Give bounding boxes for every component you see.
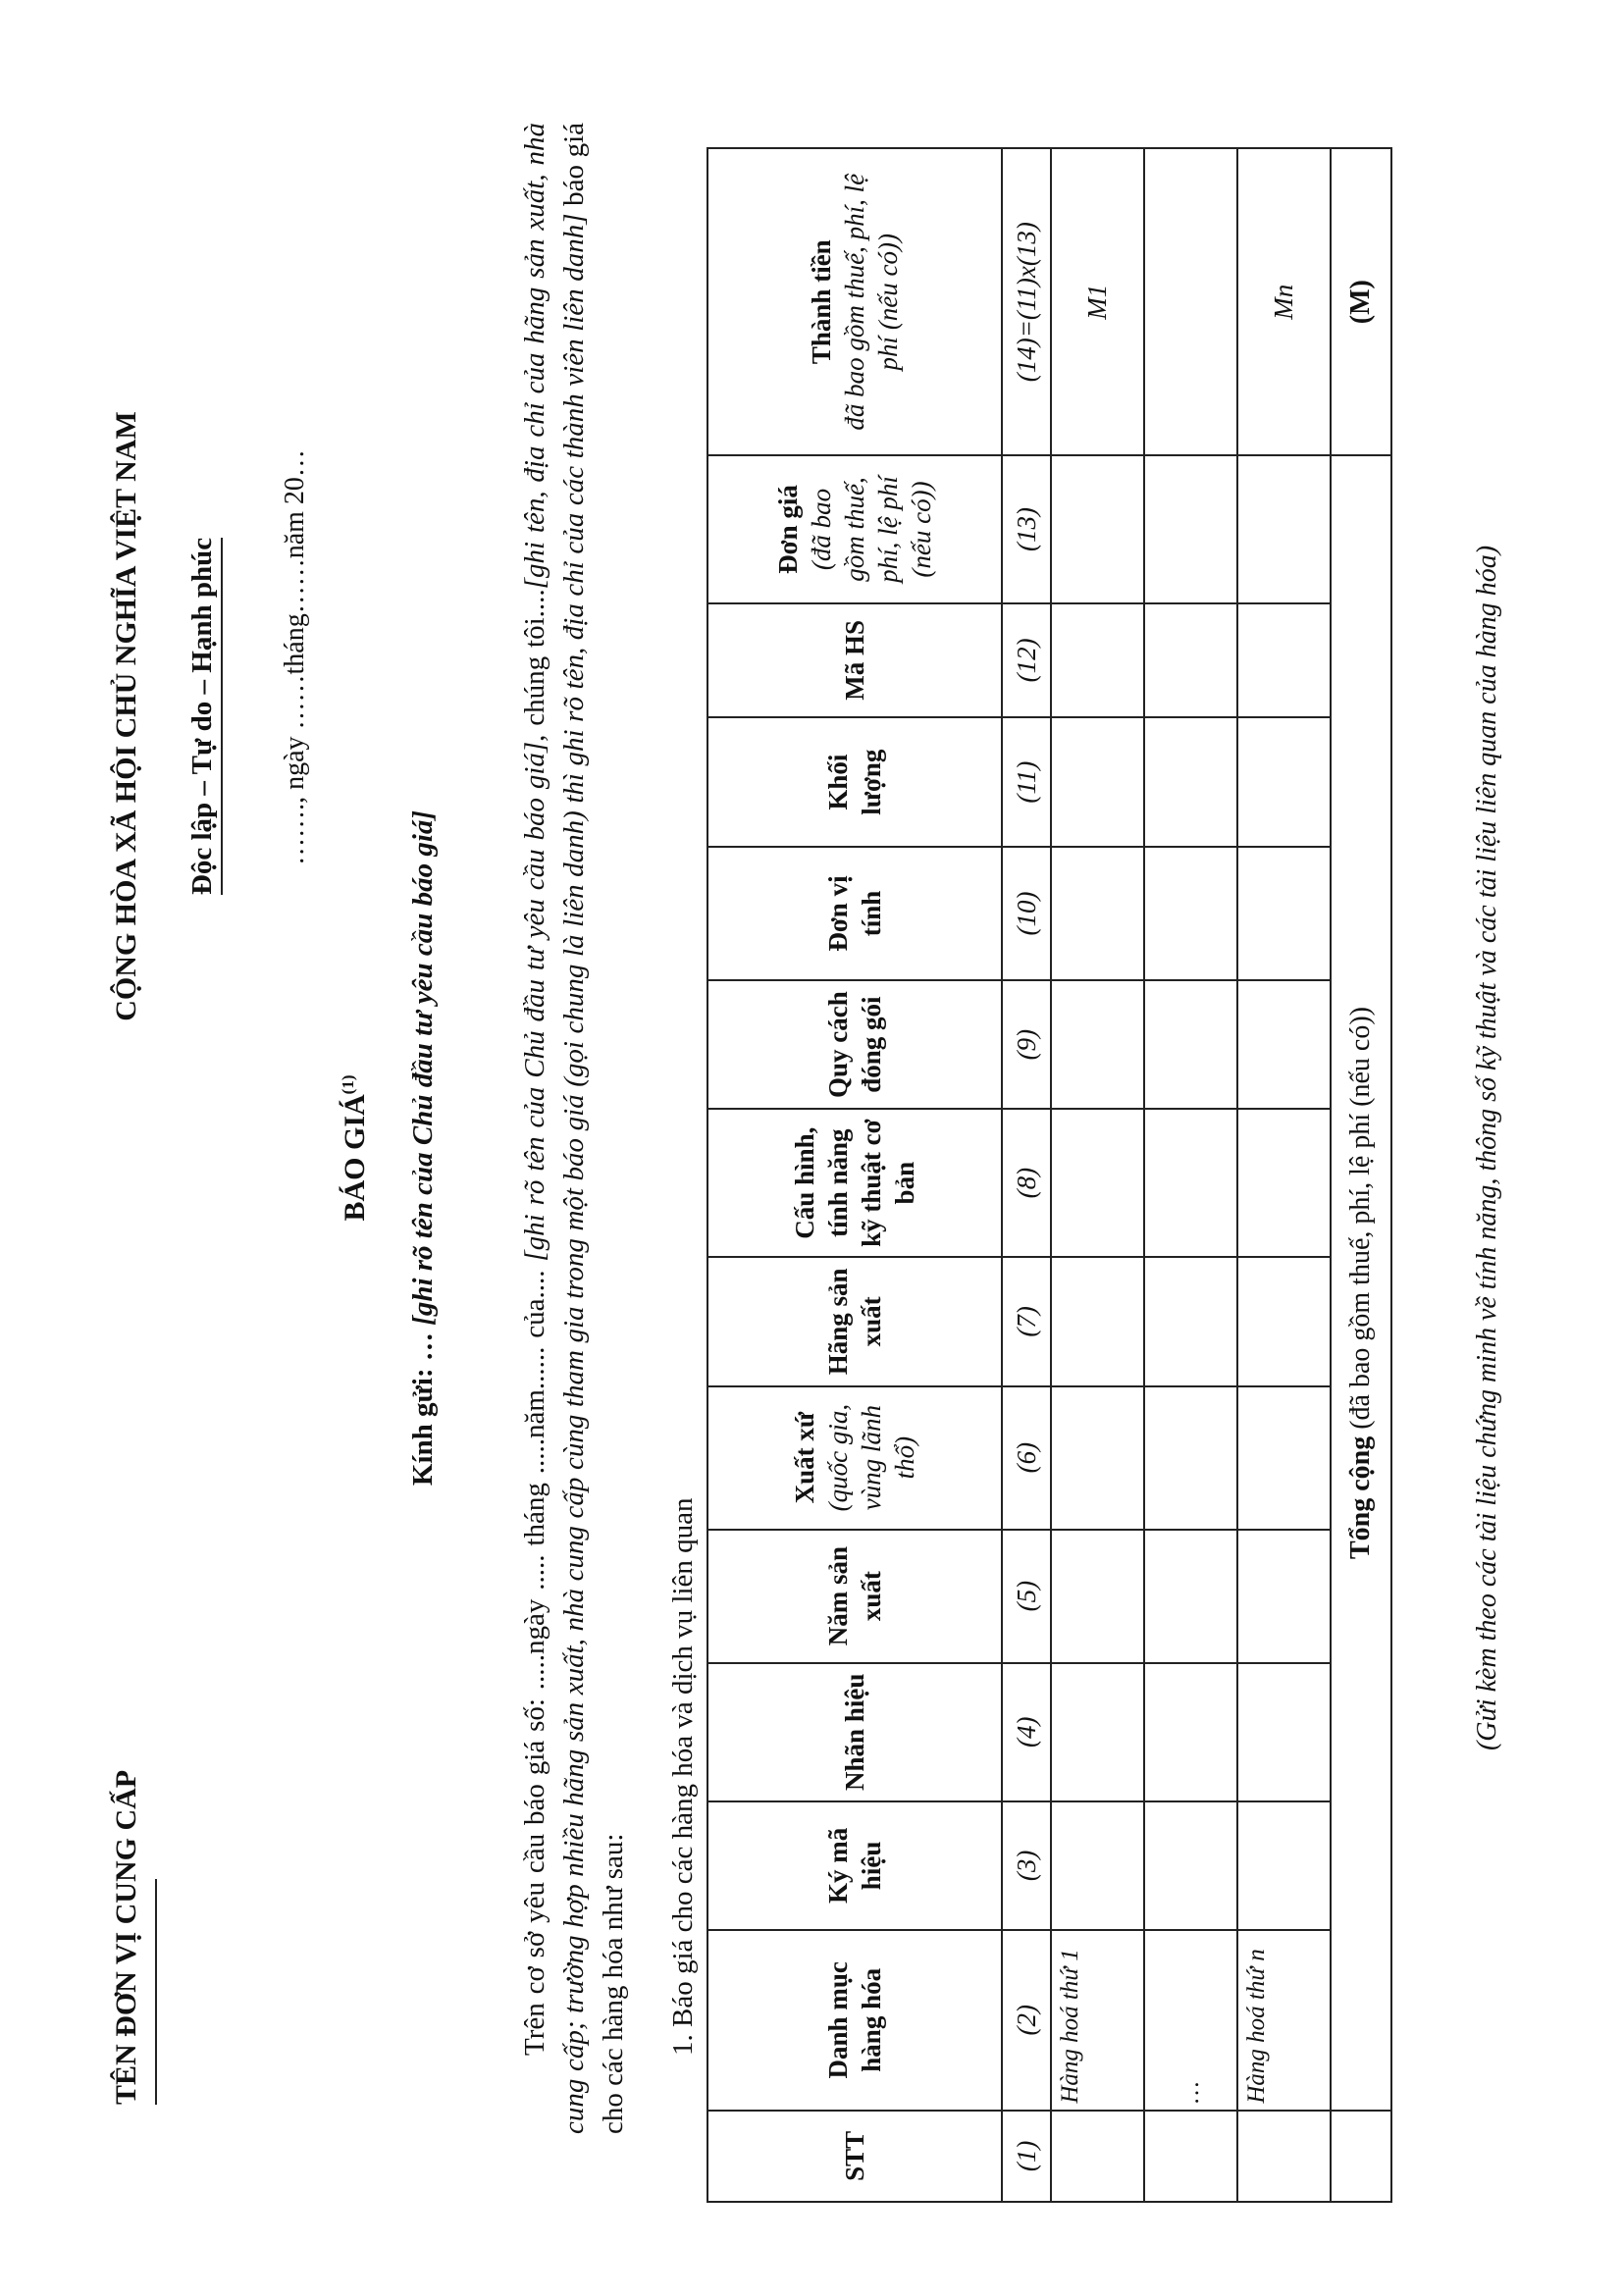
column-number-row [1002, 148, 1051, 2202]
intro-part3: , chúng tôi.... [519, 589, 550, 742]
num-1: (1) [1002, 2111, 1051, 2202]
num-9: (9) [1002, 980, 1051, 1109]
num-7: (7) [1002, 1257, 1051, 1386]
section-heading: 1. Báo giá cho các hàng hóa và dịch vụ liên quan [667, 1497, 699, 2056]
national-header: CỘNG HÒA XÃ HỘI CHỦ NGHĨA VIỆT NAM [110, 411, 142, 1021]
date-line: ……., ngày ……tháng……năm 20… [280, 449, 310, 865]
num-3: (3) [1002, 1801, 1051, 1930]
title-text: BÁO GIÁ [339, 1094, 371, 1222]
intro-part4: [ghi tên, địa chỉ của hãng sản xuất, nhà cung cấp; trường hợp nhiều hãng sản xuất, nhà cung cấp cùng tham gia trong một báo giá (gọi chung là liên danh) thì ghi rõ tên, địa chỉ của các thành viên liên danh] [519, 123, 590, 2134]
don-gia-note: (đã bao gồm thuế, phí, lệ phí (nếu có)) [807, 476, 936, 583]
num-10: (10) [1002, 847, 1051, 980]
intro-part5: báo giá cho các hàng hóa như sau: [558, 123, 629, 2134]
total-label [1331, 455, 1391, 2110]
title-footnote: (1) [339, 1074, 357, 1095]
addressee-placeholder: [ghi rõ tên của Chủ đầu tư yêu cầu báo giá] [407, 809, 439, 1326]
footnote: (Gửi kèm theo các tài liệu chứng minh về tính năng, thông số kỹ thuật và các tài liệu liên quan của hàng hóa) [1472, 545, 1502, 1751]
don-gia-label: Đơn giá [773, 485, 803, 574]
num-2: (2) [1002, 1930, 1051, 2111]
item-amount: M1 [1051, 148, 1144, 455]
col-ky-ma-hieu: Ký mã hiệu [707, 1801, 1002, 1930]
intro-part2: [ghi rõ tên của Chủ đầu tư yêu cầu báo giá] [519, 741, 550, 1262]
num-4: (4) [1002, 1663, 1051, 1801]
thanh-tien-note: đã bao gồm thuế, phí, lệ phí (nếu có)) [840, 173, 903, 431]
col-nhan-hieu: Nhãn hiệu [707, 1663, 1002, 1801]
col-ma-hs: Mã HS [707, 603, 1002, 718]
total-label-bold: Tổng cộng [1345, 1435, 1376, 1560]
num-6: (6) [1002, 1386, 1051, 1530]
col-cau-hinh: Cấu hình, tính năng kỹ thuật cơ bản [707, 1109, 1002, 1257]
addressee-prefix: Kính gửi: … [407, 1332, 439, 1487]
num-14: (14)=(11)x(13) [1002, 148, 1051, 455]
addressee [407, 0, 440, 2296]
thanh-tien-label: Thành tiền [807, 239, 836, 365]
xuat-xu-note: (quốc gia, vùng lãnh thổ) [823, 1403, 919, 1512]
col-stt: STT [707, 2111, 1002, 2202]
table-row [1144, 148, 1237, 2202]
header-row [707, 148, 1002, 2202]
num-8: (8) [1002, 1109, 1051, 1257]
col-khoi-luong: Khối lượng [707, 717, 1002, 847]
item-amount [1144, 148, 1237, 455]
item-name: Hàng hoá thứ 1 [1051, 1930, 1144, 2111]
num-11: (11) [1002, 717, 1051, 847]
col-quy-cach: Quy cách đóng gói [707, 980, 1002, 1109]
col-hang-san-xuat: Hãng sản xuất [707, 1257, 1002, 1386]
col-don-gia [707, 455, 1002, 602]
total-value: (M) [1331, 148, 1391, 455]
supplier-underline [155, 1879, 157, 2105]
col-danh-muc: Danh mục hàng hóa [707, 1930, 1002, 2111]
item-name: … [1144, 1930, 1237, 2111]
quotation-table [707, 147, 1392, 2203]
item-name: Hàng hoá thứ n [1237, 1930, 1331, 2111]
supplier-header [110, 1770, 143, 2105]
col-don-vi-tinh: Đơn vị tính [707, 847, 1002, 980]
num-5: (5) [1002, 1530, 1051, 1663]
table-row [1051, 148, 1144, 2202]
num-13: (13) [1002, 455, 1051, 602]
document-title [339, 0, 372, 2296]
motto [186, 343, 219, 1089]
item-amount: Mn [1237, 148, 1331, 455]
col-thanh-tien [707, 148, 1002, 455]
col-xuat-xu [707, 1386, 1002, 1530]
total-label-rest: (đã bao gồm thuế, phí, lệ phí (nếu có)) [1345, 1007, 1376, 1436]
num-12: (12) [1002, 603, 1051, 718]
xuat-xu-label: Xuất xứ [790, 1411, 819, 1504]
total-row [1331, 148, 1391, 2202]
col-nam-san-xuat: Năm sản xuất [707, 1530, 1002, 1663]
table-row [1237, 148, 1331, 2202]
intro-part1: Trên cơ sở yêu cầu báo giá số: .....ngày ..... tháng .....năm...... của.... [519, 1261, 550, 2056]
intro-paragraph [515, 123, 633, 2134]
motto-text: Độc lập – Tự do – Hạnh phúc [186, 538, 223, 895]
supplier-header-text: TÊN ĐƠN VỊ CUNG CẤP [110, 1769, 142, 2105]
